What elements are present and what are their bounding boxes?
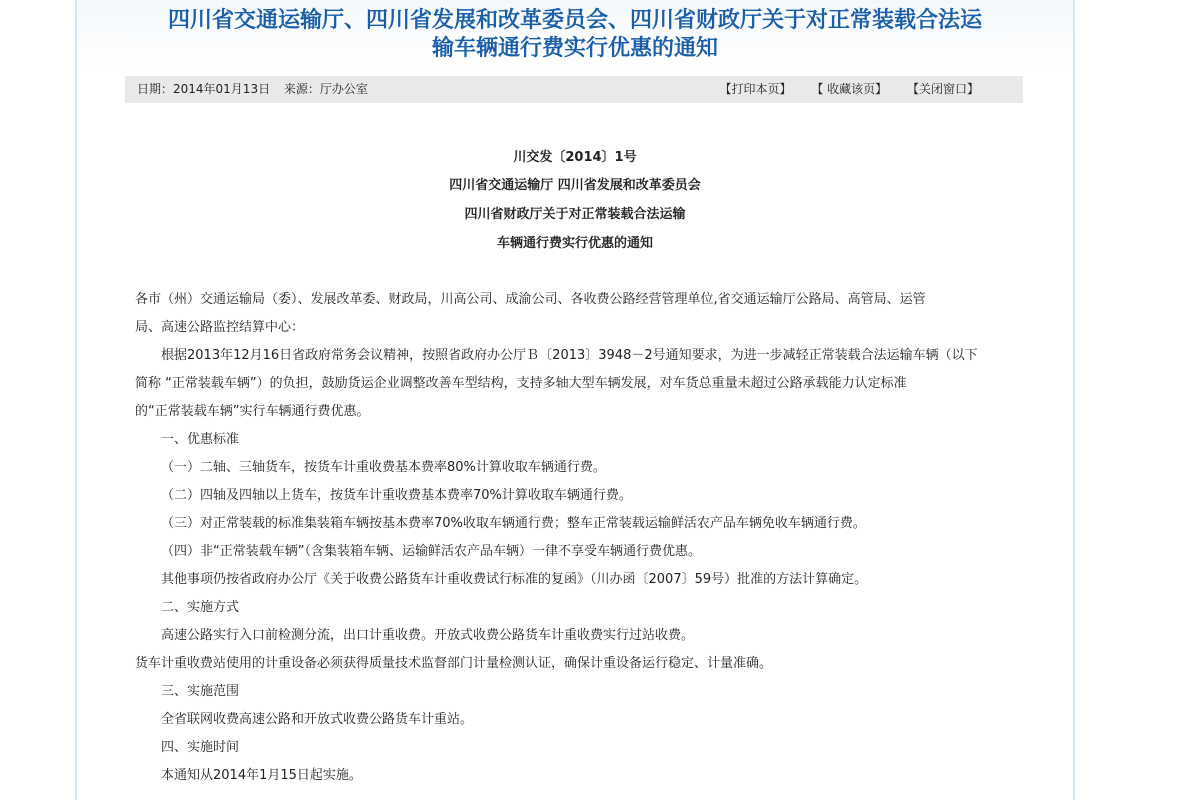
section-3-text: 全省联网收费高速公路和开放式收费公路货车计重站。: [161, 712, 474, 727]
recipients-line-2: 局、高速公路监控结算中心：: [135, 320, 305, 335]
close-window-link[interactable]: 【关闭窗口】: [906, 82, 979, 96]
intro-line-1: 根据2013年12月16日省政府常务会议精神，按照省政府办公厅Ｂ〔2013〕3948－2号通知要求，为进一步减轻正常装载合法运输车辆（以下: [161, 348, 978, 363]
document-heading-line-2: 四川省财政厅关于对正常装载合法运输: [464, 207, 686, 222]
section-3-title: 三、实施范围: [161, 684, 240, 699]
article-actions: [703, 76, 979, 103]
section-1-item-3: （三）对正常装载的标准集装箱车辆按基本费率70%收取车辆通行费；整车正常装载运输鲜活农产品车辆免收车辆通行费。: [161, 516, 866, 531]
intro-line-3: 的“正常装载车辆”实行车辆通行费优惠。: [135, 404, 370, 419]
section-1-item-4: （四）非“正常装载车辆”（含集装箱车辆、运输鲜活农产品车辆）一律不享受车辆通行费优惠。: [161, 544, 701, 559]
section-1-other: 其他事项仍按省政府办公厅《关于收费公路货车计重收费试行标准的复函》（川办函〔2007〕59号）批准的方法计算确定。: [161, 572, 868, 587]
article-meta: [137, 76, 378, 103]
document-heading-line-1: 四川省交通运输厅 四川省发展和改革委员会: [449, 178, 701, 193]
article-title-line-2: 输车辆通行费实行优惠的通知: [431, 35, 718, 61]
recipients-line-1: 各市（州）交通运输局（委）、发展改革委、财政局，川高公司、成渝公司、各收费公路经营管理单位,省交通运输厅公路局、高管局、运管: [135, 292, 926, 307]
section-1-title: 一、优惠标准: [161, 432, 240, 447]
section-2-text-2: 货车计重收费站使用的计重设备必须获得质量技术监督部门计量检测认证，确保计重设备运行稳定、计量准确。: [135, 656, 773, 671]
publish-date: 日期：2014年01月13日: [137, 82, 271, 96]
section-4-text: 本通知从2014年1月15日起实施。: [161, 768, 362, 783]
section-1-item-1: （一）二轴、三轴货车，按货车计重收费基本费率80%计算收取车辆通行费。: [161, 460, 606, 475]
document-body: [135, 286, 1015, 790]
right-page-border: [1073, 0, 1075, 800]
article-title: [97, 6, 1053, 62]
article-title-line-1: 四川省交通运输厅、四川省发展和改革委员会、四川省财政厅关于对正常装载合法运: [167, 7, 982, 33]
section-4-title: 四、实施时间: [161, 740, 240, 755]
section-2-text-1: 高速公路实行入口前检测分流，出口计重收费。开放式收费公路货车计重收费实行过站收费。: [161, 628, 695, 643]
section-2-title: 二、实施方式: [161, 600, 240, 615]
document-heading-line-3: 车辆通行费实行优惠的通知: [496, 236, 653, 251]
favorite-page-link[interactable]: 【 收藏该页】: [811, 82, 888, 96]
document-number: 川交发〔2014〕1号: [513, 150, 637, 165]
section-1-item-2: （二）四轴及四轴以上货车，按货车计重收费基本费率70%计算收取车辆通行费。: [161, 488, 632, 503]
print-page-link[interactable]: 【打印本页】: [719, 82, 792, 96]
article-source: 来源：厅办公室: [283, 82, 368, 96]
intro-line-2: 简称 “正常装载车辆”）的负担，鼓励货运企业调整改善车型结构，支持多轴大型车辆发展，对车货总重量未超过公路承载能力认定标准: [135, 376, 907, 391]
article-info-bar: [125, 76, 1023, 103]
article-page: [77, 0, 1073, 800]
